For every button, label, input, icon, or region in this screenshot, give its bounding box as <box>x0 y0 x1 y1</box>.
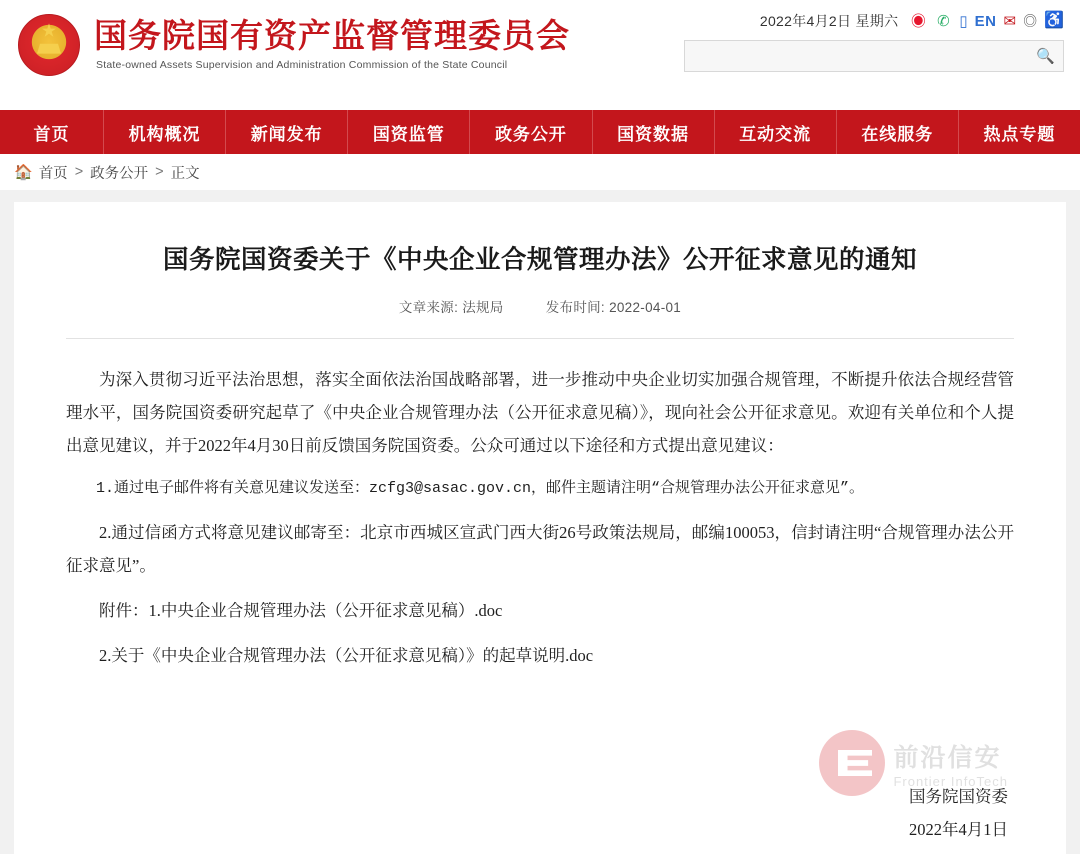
accessibility-icon[interactable]: ♿ <box>1044 12 1064 29</box>
camera-icon[interactable]: ◎ <box>1023 13 1038 29</box>
nav-item-interaction[interactable]: 互动交流 <box>715 110 837 154</box>
article-meta <box>66 296 1014 316</box>
article-content <box>66 363 1014 672</box>
source-label: 文章来源: <box>398 299 459 315</box>
attachment-item-2[interactable]: 2.关于《中央企业合规管理办法（公开征求意见稿）》的起草说明.doc <box>99 645 594 665</box>
nav-item-organization[interactable]: 机构概况 <box>104 110 226 154</box>
main-navigation <box>0 110 1080 154</box>
site-title-cn: 国务院国有资产监督管理委员会 <box>94 18 570 55</box>
source-value: 法规局 <box>462 299 504 315</box>
breadcrumb-item-current: 正文 <box>170 165 200 182</box>
breadcrumb <box>0 154 1080 190</box>
article-paragraph: 为深入贯彻习近平法治思想，落实全面依法治国战略部署，进一步推动中央企业切实加强合规管理，不断提升依法合规经营管理水平，国务院国资委研究起草了《中央企业合规管理办法（公开征求意见稿）》，现向社会公开征求意见。欢迎有关单位和个人提出意见建议，并于2022年4月30日前反馈国务院国资委。公众可通过以下途径和方式提出意见建议： <box>66 369 1014 455</box>
site-header <box>0 0 1080 110</box>
search-box[interactable] <box>684 40 1064 72</box>
nav-item-online-service[interactable]: 在线服务 <box>837 110 959 154</box>
article-paragraph-mail: 2.通过信函方式将意见建议邮寄至：北京市西城区宣武门西大街26号政策法规局，邮编100053，信封请注明“合规管理办法公开征求意见”。 <box>66 522 1014 575</box>
publish-date-value: 2022-04-01 <box>609 299 682 315</box>
watermark-text-en: Frontier InfoTech <box>893 773 1008 789</box>
site-title-en: State-owned Assets Supervision and Administration Commission of the State Council <box>96 59 508 72</box>
article-paragraph-email: 1.通过电子邮件将有关意见建议发送至：zcfg3@sasac.gov.cn，邮件主题请注明“合规管理办法公开征求意见”。 <box>96 479 865 497</box>
current-date: 2022年4月2日 星期六 <box>759 13 899 29</box>
header-utility-bar <box>684 8 1064 34</box>
article-signature <box>909 780 1008 846</box>
site-logo[interactable] <box>0 0 570 76</box>
nav-item-government-affairs[interactable]: 政务公开 <box>470 110 592 154</box>
home-icon[interactable]: 🏠 <box>14 164 33 181</box>
search-icon[interactable]: 🔍 <box>1036 48 1055 65</box>
wechat-icon[interactable]: ✆ <box>937 12 950 30</box>
mail-icon[interactable]: ✉ <box>1003 12 1017 30</box>
nav-item-supervision[interactable]: 国资监管 <box>348 110 470 154</box>
article-container <box>14 202 1066 854</box>
nav-item-news[interactable]: 新闻发布 <box>226 110 348 154</box>
english-link[interactable]: EN <box>974 12 997 30</box>
weibo-icon[interactable]: ◉ <box>910 12 926 30</box>
page-body <box>0 190 1080 854</box>
breadcrumb-separator: > <box>155 164 164 180</box>
national-emblem-icon <box>18 14 80 76</box>
watermark-text-cn: 前沿信安 <box>893 744 1002 772</box>
breadcrumb-item-home[interactable]: 首页 <box>38 165 68 182</box>
attachment-item-1[interactable]: 附件：1.中央企业合规管理办法（公开征求意见稿）.doc <box>99 600 503 620</box>
nav-item-topics[interactable]: 热点专题 <box>983 124 1056 144</box>
divider <box>66 338 1014 339</box>
signature-date: 2022年4月1日 <box>909 820 1008 839</box>
page-title: 国务院国资委关于《中央企业合规管理办法》公开征求意见的通知 <box>162 245 917 274</box>
nav-item-home[interactable]: 首页 <box>0 110 104 154</box>
publish-date-label: 发布时间: <box>545 299 605 315</box>
signature-org: 国务院国资委 <box>909 787 1008 806</box>
breadcrumb-separator: > <box>74 164 84 180</box>
breadcrumb-item-government-affairs[interactable]: 政务公开 <box>90 165 149 182</box>
search-input[interactable] <box>693 48 1036 65</box>
mobile-icon[interactable]: ▯ <box>959 12 968 30</box>
nav-item-data[interactable]: 国资数据 <box>593 110 715 154</box>
header-right <box>684 8 1064 72</box>
watermark-logo-icon <box>819 730 885 796</box>
